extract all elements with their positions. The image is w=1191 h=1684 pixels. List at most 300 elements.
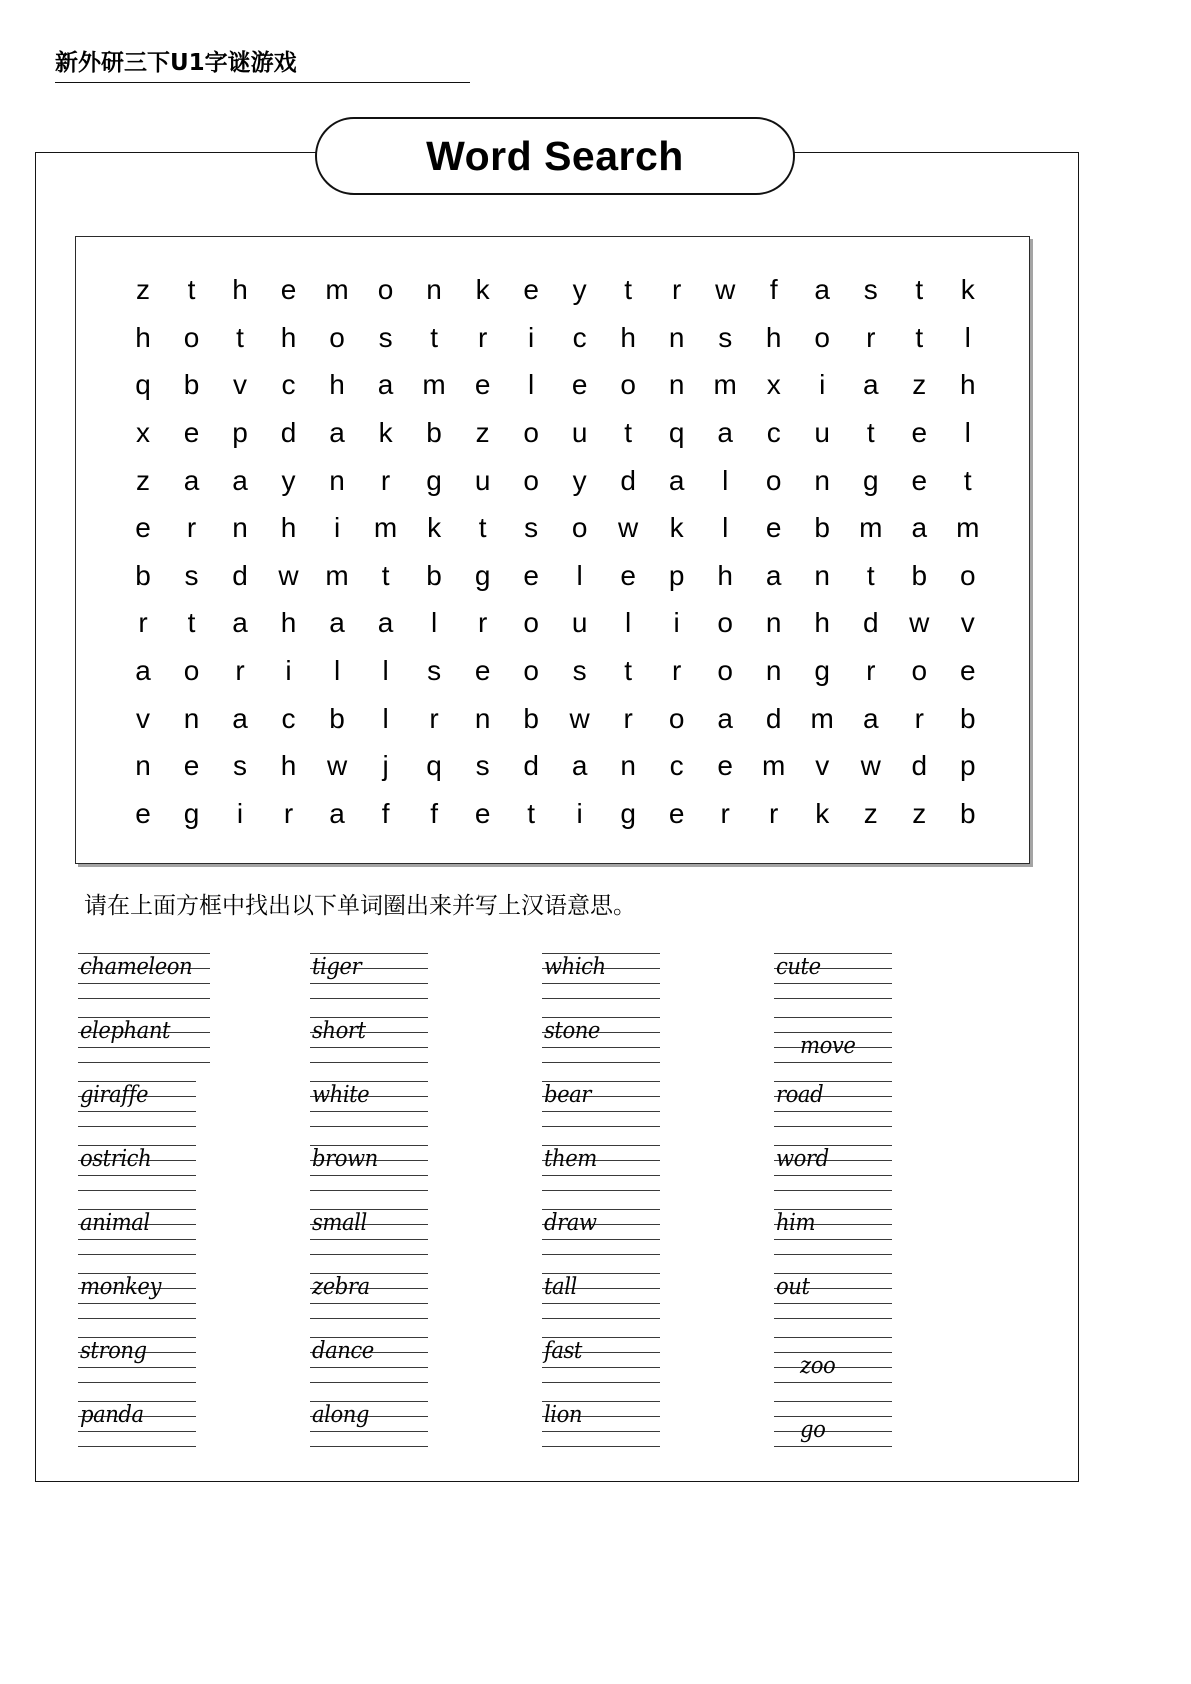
grid-cell[interactable]: b xyxy=(814,512,830,544)
grid-cell[interactable]: a xyxy=(329,416,345,448)
grid-cell[interactable]: r xyxy=(186,512,197,544)
grid-cell[interactable]: a xyxy=(862,369,879,401)
grid-cell[interactable]: o xyxy=(523,416,539,448)
grid-row xyxy=(126,743,985,789)
grid-cell[interactable]: z xyxy=(863,797,878,829)
grid-cell[interactable]: p xyxy=(959,750,976,782)
grid-cell[interactable]: w xyxy=(909,607,930,639)
grid-row xyxy=(126,505,985,551)
grid-cell[interactable]: a xyxy=(717,702,733,734)
word-entry[interactable] xyxy=(774,1265,892,1329)
word-entry[interactable] xyxy=(310,1137,428,1201)
grid-cell[interactable]: y xyxy=(572,274,587,305)
grid-cell[interactable]: v xyxy=(233,369,248,401)
grid-cell[interactable]: e xyxy=(135,512,151,544)
word-entry[interactable] xyxy=(310,1393,428,1457)
grid-cell[interactable]: r xyxy=(283,797,294,829)
grid-cell[interactable]: a xyxy=(765,559,782,591)
grid-cell[interactable]: u xyxy=(571,416,588,448)
grid-cell[interactable]: n xyxy=(765,655,782,686)
grid-cell[interactable]: i xyxy=(673,607,680,639)
grid-cell[interactable]: g xyxy=(862,464,879,496)
grid-cell[interactable]: z xyxy=(912,797,927,829)
grid-cell[interactable]: t xyxy=(381,559,390,591)
handwriting-rule-line xyxy=(78,1190,196,1191)
grid-cell[interactable]: e xyxy=(911,464,928,496)
word-entry[interactable] xyxy=(542,1201,660,1265)
grid-cell[interactable]: g xyxy=(183,797,200,829)
grid-cell[interactable]: a xyxy=(135,655,151,686)
grid-cell[interactable]: w xyxy=(278,559,299,591)
grid-cell[interactable]: s xyxy=(233,750,248,782)
grid-cell[interactable]: a xyxy=(377,369,394,401)
handwriting-rule-line xyxy=(542,998,660,999)
grid-cell[interactable]: m xyxy=(422,369,446,401)
grid-cell[interactable]: v xyxy=(136,702,150,734)
word-entry[interactable] xyxy=(78,1009,210,1073)
grid-cell[interactable]: h xyxy=(280,750,297,782)
grid-cell[interactable]: r xyxy=(720,797,730,829)
handwriting-rule-line xyxy=(78,1318,196,1319)
word-entry[interactable] xyxy=(542,1329,660,1393)
grid-cell[interactable]: x xyxy=(766,369,781,401)
grid-cell[interactable]: d xyxy=(280,416,297,448)
word-entry[interactable] xyxy=(542,1009,660,1073)
handwriting-rule-line xyxy=(542,1126,660,1127)
grid-cell[interactable]: l xyxy=(528,369,535,401)
grid-cell[interactable]: a xyxy=(232,464,248,496)
grid-cell[interactable]: n xyxy=(135,750,151,782)
word-search-grid-box xyxy=(75,236,1030,864)
grid-cell[interactable]: p xyxy=(668,559,685,591)
grid-cell[interactable]: e xyxy=(620,559,636,591)
grid-row xyxy=(126,267,985,313)
grid-cell[interactable]: a xyxy=(571,750,588,782)
grid-cell[interactable]: t xyxy=(866,559,875,591)
grid-cell[interactable]: n xyxy=(814,464,830,496)
grid-cell[interactable]: e xyxy=(523,274,539,305)
grid-cell[interactable]: n xyxy=(814,559,830,591)
handwriting-rule-line xyxy=(774,1190,892,1191)
grid-row xyxy=(126,648,985,694)
grid-cell[interactable]: e xyxy=(474,797,491,829)
word-entry[interactable] xyxy=(774,1393,892,1457)
grid-cell[interactable]: n xyxy=(620,750,636,782)
grid-cell[interactable]: i xyxy=(576,797,583,829)
grid-cell[interactable]: e xyxy=(183,750,200,782)
grid-cell[interactable]: e xyxy=(717,750,733,782)
handwriting-rule-line xyxy=(310,998,428,999)
handwriting-rule-line xyxy=(310,1190,428,1191)
grid-cell[interactable]: h xyxy=(717,559,733,591)
grid-cell[interactable]: o xyxy=(571,512,588,544)
word-entry-text: monkey xyxy=(80,1274,161,1300)
grid-cell[interactable]: t xyxy=(915,274,924,305)
grid-cell[interactable]: w xyxy=(715,274,736,305)
word-entry-text: lion xyxy=(544,1402,583,1428)
grid-cell[interactable]: i xyxy=(285,655,292,686)
grid-cell[interactable]: e xyxy=(474,369,491,401)
word-entry[interactable] xyxy=(774,1137,892,1201)
grid-cell[interactable]: t xyxy=(963,464,972,496)
grid-cell[interactable]: m xyxy=(713,369,737,401)
grid-cell[interactable]: v xyxy=(960,607,975,639)
grid-cell[interactable]: e xyxy=(765,512,782,544)
grid-cell[interactable]: f xyxy=(381,797,390,829)
word-entry[interactable] xyxy=(774,945,892,1009)
grid-cell[interactable]: m xyxy=(859,512,883,544)
grid-cell[interactable]: l xyxy=(625,607,632,639)
handwriting-rule-line xyxy=(774,998,892,999)
grid-cell[interactable]: d xyxy=(523,750,539,782)
handwriting-rule-line xyxy=(774,1318,892,1319)
grid-cell[interactable]: a xyxy=(183,464,200,496)
grid-cell[interactable]: n xyxy=(765,607,782,639)
grid-cell[interactable]: h xyxy=(280,321,297,353)
grid-cell[interactable]: s xyxy=(184,559,199,591)
grid-cell[interactable]: m xyxy=(373,512,398,544)
grid-cell[interactable]: m xyxy=(956,512,980,544)
grid-cell[interactable]: h xyxy=(280,512,297,544)
grid-cell[interactable]: a xyxy=(862,702,879,734)
grid-cell[interactable]: c xyxy=(281,702,296,734)
grid-cell[interactable]: t xyxy=(478,512,487,544)
grid-cell[interactable]: c xyxy=(766,416,781,448)
handwriting-rule-line xyxy=(78,1126,196,1127)
grid-cell[interactable]: b xyxy=(959,702,976,734)
grid-cell[interactable]: r xyxy=(477,607,488,639)
word-entry-text: dance xyxy=(312,1338,374,1364)
word-entry[interactable] xyxy=(542,1393,660,1457)
grid-cell[interactable]: a xyxy=(717,416,733,448)
grid-cell[interactable]: g xyxy=(620,797,636,829)
grid-cell[interactable]: b xyxy=(523,702,539,734)
grid-cell[interactable]: o xyxy=(620,369,636,401)
grid-cell[interactable]: e xyxy=(135,797,151,829)
grid-cell[interactable]: b xyxy=(959,797,976,829)
grid-cell[interactable]: h xyxy=(620,321,636,353)
grid-cell[interactable]: l xyxy=(576,559,583,591)
grid-cell[interactable]: o xyxy=(717,607,733,639)
grid-cell[interactable]: a xyxy=(232,702,248,734)
handwriting-rule-line xyxy=(542,1382,660,1383)
grid-cell[interactable]: n xyxy=(668,369,685,401)
grid-cell[interactable]: a xyxy=(668,464,685,496)
grid-cell[interactable]: g xyxy=(426,464,442,496)
grid-cell[interactable]: n xyxy=(668,321,685,353)
grid-cell[interactable]: q xyxy=(668,416,685,448)
grid-cell[interactable]: s xyxy=(427,655,442,686)
grid-cell[interactable]: d xyxy=(911,750,928,782)
handwriting-rule-line xyxy=(774,1416,892,1417)
grid-cell[interactable]: i xyxy=(333,512,341,544)
grid-cell[interactable]: a xyxy=(329,797,345,829)
grid-cell[interactable]: n xyxy=(329,464,345,496)
word-entry[interactable] xyxy=(542,945,660,1009)
grid-cell[interactable]: s xyxy=(378,321,393,353)
grid-cell[interactable]: m xyxy=(762,750,786,782)
handwriting-rule-line xyxy=(774,1126,892,1127)
grid-cell[interactable]: t xyxy=(624,655,633,686)
letter-grid xyxy=(76,237,1029,863)
grid-cell[interactable]: k xyxy=(669,512,684,544)
grid-cell[interactable]: t xyxy=(236,321,244,353)
grid-cell[interactable]: s xyxy=(475,750,490,782)
word-entry[interactable] xyxy=(78,1393,196,1457)
grid-cell[interactable]: g xyxy=(814,655,830,686)
word-entry-text: draw xyxy=(544,1210,597,1236)
grid-cell[interactable]: r xyxy=(623,702,633,734)
word-entry[interactable] xyxy=(78,1201,196,1265)
grid-cell[interactable]: a xyxy=(377,607,394,639)
grid-cell[interactable]: k xyxy=(475,274,490,305)
grid-cell[interactable]: r xyxy=(380,464,391,496)
handwriting-rule-line xyxy=(542,1190,660,1191)
word-entry[interactable] xyxy=(542,1137,660,1201)
grid-cell[interactable]: v xyxy=(815,750,830,782)
grid-cell[interactable]: h xyxy=(959,369,976,401)
grid-cell[interactable]: e xyxy=(668,797,685,829)
word-entry[interactable] xyxy=(78,1329,196,1393)
grid-cell[interactable]: o xyxy=(668,702,685,734)
grid-cell[interactable]: w xyxy=(860,750,881,782)
handwriting-rule-line xyxy=(542,1254,660,1255)
grid-cell[interactable]: x xyxy=(136,416,150,448)
grid-cell[interactable]: l xyxy=(964,416,971,448)
grid-cell[interactable]: w xyxy=(569,702,590,734)
grid-cell[interactable]: e xyxy=(571,369,588,401)
grid-cell[interactable]: r xyxy=(477,321,488,353)
grid-cell[interactable]: t xyxy=(527,797,536,829)
grid-cell[interactable]: q xyxy=(426,750,442,782)
grid-cell[interactable]: q xyxy=(135,369,151,401)
grid-cell[interactable]: s xyxy=(718,321,733,353)
grid-cell[interactable]: b xyxy=(329,702,345,734)
word-entry[interactable] xyxy=(774,1073,892,1137)
grid-cell[interactable]: n xyxy=(474,702,491,734)
grid-cell[interactable]: y xyxy=(281,464,296,496)
grid-cell[interactable]: o xyxy=(377,274,394,305)
grid-cell[interactable]: h xyxy=(329,369,345,401)
grid-cell[interactable]: c xyxy=(572,321,587,353)
grid-cell[interactable]: m xyxy=(325,274,349,305)
grid-cell[interactable]: k xyxy=(427,512,442,544)
grid-cell[interactable]: i xyxy=(528,321,535,353)
grid-cell[interactable]: w xyxy=(326,750,348,782)
grid-cell[interactable]: i xyxy=(236,797,244,829)
grid-cell[interactable]: r xyxy=(235,655,245,686)
word-entry-text: stone xyxy=(544,1018,600,1044)
grid-cell[interactable]: r xyxy=(672,655,682,686)
grid-cell[interactable]: a xyxy=(232,607,248,639)
word-entry[interactable] xyxy=(310,945,428,1009)
grid-cell[interactable]: b xyxy=(183,369,200,401)
grid-cell[interactable]: y xyxy=(572,464,587,496)
word-entry-text: tiger xyxy=(312,954,362,980)
grid-cell[interactable]: o xyxy=(329,321,345,353)
word-entry[interactable] xyxy=(78,1137,196,1201)
grid-cell[interactable]: k xyxy=(960,274,975,305)
grid-cell[interactable]: o xyxy=(959,559,976,591)
grid-cell[interactable]: e xyxy=(911,416,928,448)
grid-cell[interactable]: t xyxy=(915,321,924,353)
word-entry[interactable] xyxy=(78,1073,196,1137)
word-entry-text: zoo xyxy=(800,1353,836,1379)
grid-cell[interactable]: i xyxy=(819,369,826,401)
handwriting-rule-line xyxy=(310,1126,428,1127)
grid-cell[interactable]: h xyxy=(232,274,248,305)
grid-cell[interactable]: s xyxy=(572,655,587,686)
grid-cell[interactable]: n xyxy=(426,274,442,305)
word-entry[interactable] xyxy=(542,1265,660,1329)
handwriting-rule-line xyxy=(310,1062,428,1063)
grid-cell[interactable]: d xyxy=(232,559,248,591)
word-entry[interactable] xyxy=(310,1009,428,1073)
grid-cell[interactable]: w xyxy=(618,512,639,544)
grid-cell[interactable]: o xyxy=(523,464,539,496)
grid-cell[interactable]: l xyxy=(722,512,729,544)
grid-cell[interactable]: b xyxy=(911,559,928,591)
grid-cell[interactable]: r xyxy=(672,274,682,305)
grid-cell[interactable]: z xyxy=(136,464,150,496)
grid-cell[interactable]: o xyxy=(911,655,928,686)
grid-cell[interactable]: o xyxy=(183,321,200,353)
handwriting-rule-line xyxy=(78,1062,210,1063)
grid-cell[interactable]: r xyxy=(914,702,924,734)
grid-cell[interactable]: h xyxy=(765,321,782,353)
word-entry[interactable] xyxy=(774,1009,892,1073)
grid-cell[interactable]: a xyxy=(329,607,345,639)
grid-row xyxy=(126,458,985,504)
grid-cell[interactable]: e xyxy=(523,559,539,591)
word-entry[interactable] xyxy=(774,1201,892,1265)
word-entry[interactable] xyxy=(78,945,210,1009)
grid-cell[interactable]: b xyxy=(426,559,442,591)
grid-cell[interactable]: n xyxy=(183,702,200,734)
grid-cell[interactable]: o xyxy=(717,655,733,686)
grid-cell[interactable]: r xyxy=(769,797,779,829)
grid-cell[interactable]: d xyxy=(620,464,636,496)
word-entry-text: small xyxy=(312,1210,367,1236)
grid-cell[interactable]: e xyxy=(474,655,491,686)
grid-cell[interactable]: b xyxy=(135,559,151,591)
grid-cell[interactable]: l xyxy=(964,321,971,353)
grid-cell[interactable]: o xyxy=(523,607,539,639)
grid-cell[interactable]: e xyxy=(959,655,976,686)
grid-cell[interactable]: t xyxy=(187,607,196,639)
grid-cell[interactable]: r xyxy=(138,607,148,639)
handwriting-rule-line xyxy=(774,1446,892,1447)
word-entry[interactable] xyxy=(542,1073,660,1137)
grid-cell[interactable]: g xyxy=(474,559,491,591)
word-list xyxy=(78,945,1008,1465)
grid-row xyxy=(126,362,985,408)
handwriting-rule-line xyxy=(774,1254,892,1255)
grid-cell[interactable]: e xyxy=(183,416,200,448)
word-entry[interactable] xyxy=(774,1329,892,1393)
grid-cell[interactable]: z xyxy=(136,274,150,305)
grid-cell[interactable]: s xyxy=(863,274,878,305)
grid-cell[interactable]: t xyxy=(187,274,196,305)
grid-cell[interactable]: f xyxy=(769,274,778,305)
word-entry-text: strong xyxy=(80,1338,147,1364)
grid-cell[interactable]: r xyxy=(866,321,876,353)
word-entry-text: fast xyxy=(544,1338,582,1364)
grid-row xyxy=(126,791,985,837)
word-entry-text: which xyxy=(544,954,606,980)
grid-cell[interactable]: t xyxy=(430,321,438,353)
grid-cell[interactable]: o xyxy=(765,464,782,496)
grid-cell[interactable]: t xyxy=(866,416,875,448)
handwriting-rule-line xyxy=(542,1446,660,1447)
grid-cell[interactable]: p xyxy=(232,416,248,448)
word-entry-text: move xyxy=(800,1033,856,1059)
word-entry[interactable] xyxy=(310,1201,428,1265)
grid-cell[interactable]: t xyxy=(624,416,633,448)
grid-cell[interactable]: h xyxy=(280,607,297,639)
grid-cell[interactable]: d xyxy=(765,702,782,734)
grid-cell[interactable]: h xyxy=(814,607,830,639)
grid-cell[interactable]: l xyxy=(333,655,341,686)
grid-cell[interactable]: c xyxy=(281,369,296,401)
word-entry[interactable] xyxy=(310,1073,428,1137)
grid-cell[interactable]: l xyxy=(430,607,438,639)
grid-cell[interactable]: m xyxy=(810,702,834,734)
grid-cell[interactable]: k xyxy=(815,797,830,829)
grid-cell[interactable]: o xyxy=(814,321,830,353)
grid-cell[interactable]: c xyxy=(669,750,684,782)
grid-cell[interactable]: j xyxy=(382,750,389,782)
word-entry[interactable] xyxy=(310,1265,428,1329)
grid-cell[interactable]: r xyxy=(866,655,876,686)
grid-cell[interactable]: u xyxy=(571,607,588,639)
grid-cell[interactable]: m xyxy=(325,559,349,591)
word-entry-text: zebra xyxy=(312,1274,370,1300)
word-entry-text: giraffe xyxy=(80,1082,149,1108)
word-entry[interactable] xyxy=(310,1329,428,1393)
word-entry-text: them xyxy=(544,1146,597,1172)
grid-cell[interactable]: a xyxy=(814,274,830,305)
grid-cell[interactable]: d xyxy=(862,607,879,639)
grid-cell[interactable]: r xyxy=(429,702,439,734)
grid-cell[interactable]: t xyxy=(624,274,633,305)
word-entry-text: white xyxy=(312,1082,370,1108)
grid-cell[interactable]: z xyxy=(912,369,927,401)
grid-cell[interactable]: s xyxy=(524,512,539,544)
grid-cell[interactable]: o xyxy=(183,655,200,686)
grid-cell[interactable]: u xyxy=(814,416,830,448)
grid-cell[interactable]: l xyxy=(382,702,389,734)
word-entry-text: out xyxy=(776,1274,810,1300)
grid-cell[interactable]: e xyxy=(280,274,297,305)
handwriting-rule-line xyxy=(310,1446,428,1447)
grid-cell[interactable]: f xyxy=(430,797,438,829)
grid-cell[interactable]: h xyxy=(135,321,151,353)
word-entry-text: short xyxy=(312,1018,366,1044)
word-entry[interactable] xyxy=(78,1265,196,1329)
grid-cell[interactable]: k xyxy=(378,416,393,448)
grid-cell[interactable]: u xyxy=(474,464,491,496)
grid-cell[interactable]: l xyxy=(382,655,389,686)
word-entry-text: ostrich xyxy=(80,1146,152,1172)
grid-cell[interactable]: l xyxy=(722,464,729,496)
grid-cell[interactable]: o xyxy=(523,655,539,686)
word-entry-text: bear xyxy=(544,1082,591,1108)
grid-cell[interactable]: n xyxy=(232,512,248,544)
grid-cell[interactable]: a xyxy=(911,512,928,544)
grid-cell[interactable]: b xyxy=(426,416,442,448)
grid-cell[interactable]: z xyxy=(475,416,490,448)
